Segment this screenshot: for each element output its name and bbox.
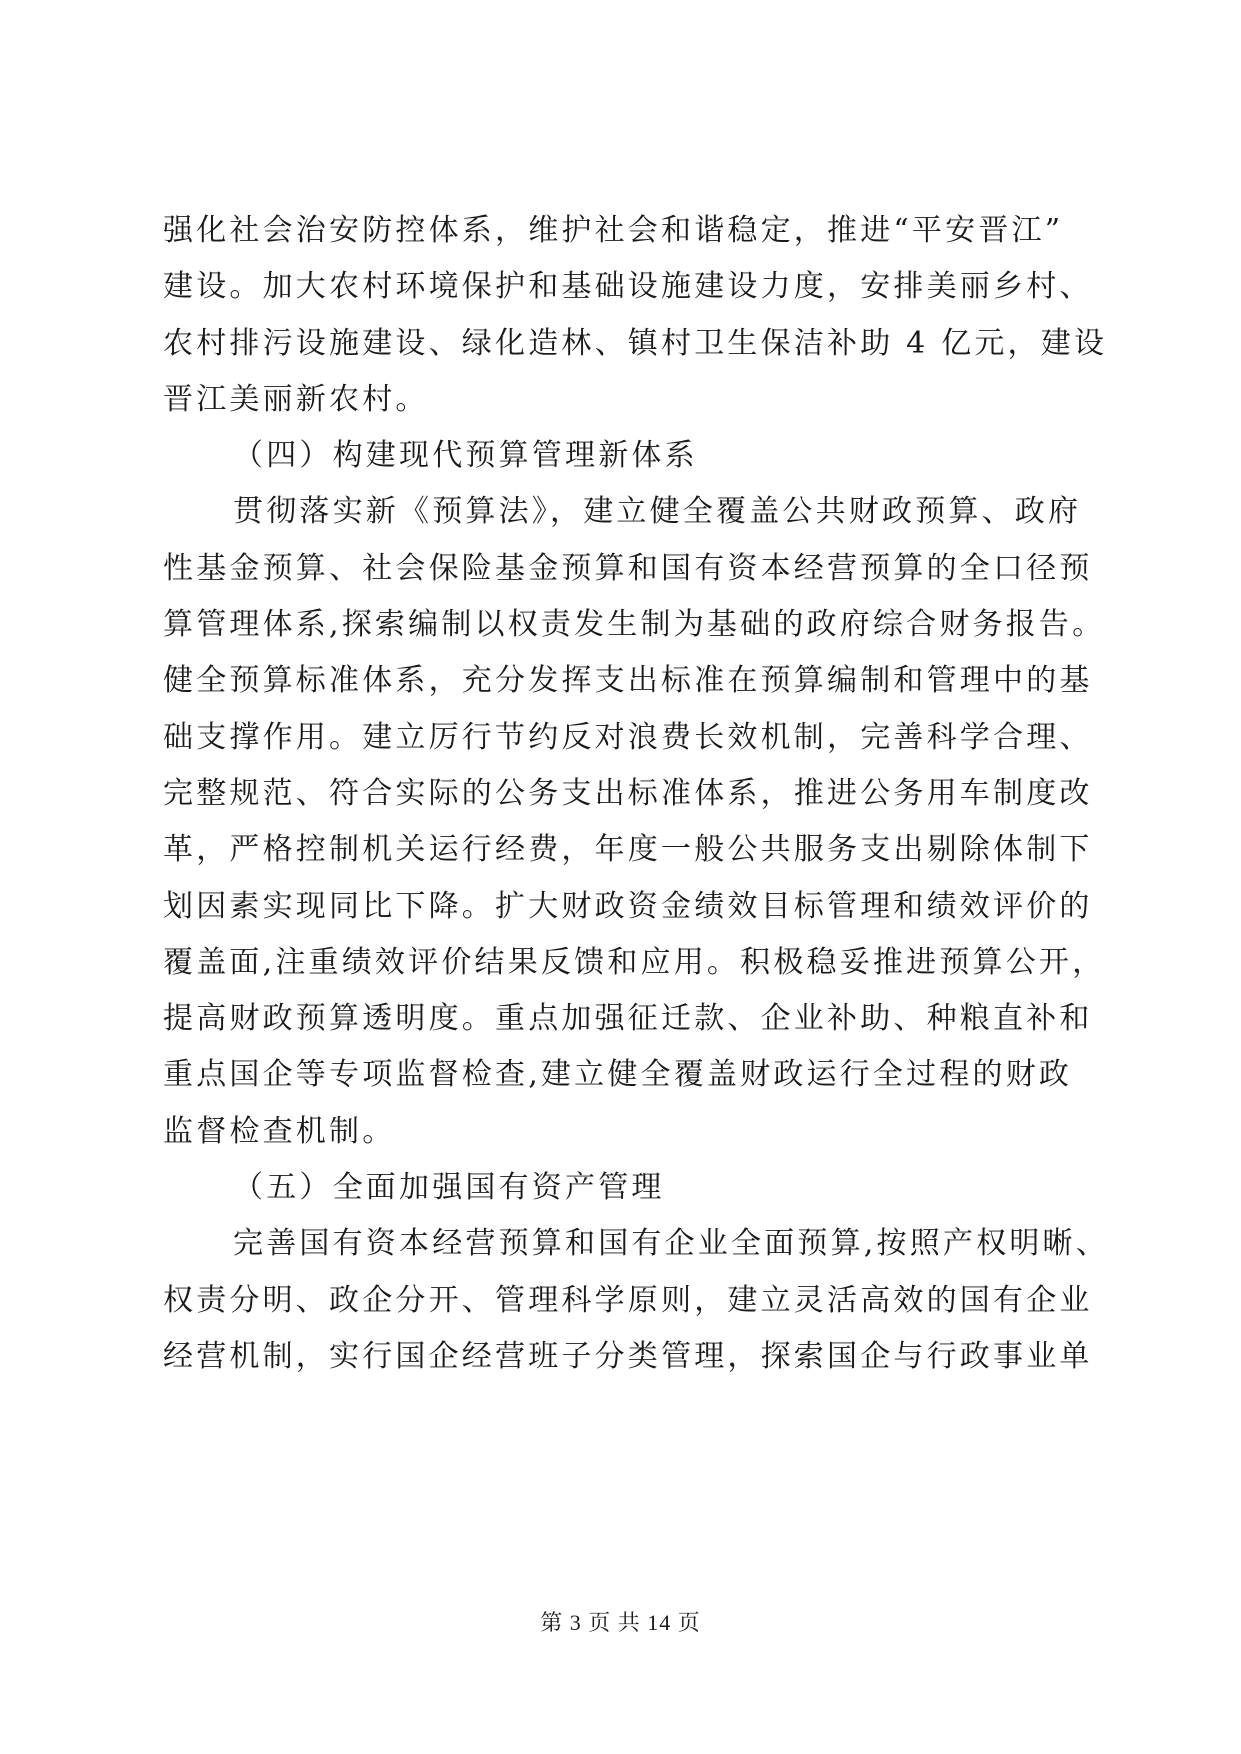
section-heading: （五）全面加强国有资产管理 (233, 1170, 665, 1206)
text-line: 建设。加大农村环境保护和基础设施建设力度，安排美丽乡村、 (163, 269, 1093, 305)
text-line: 革，严格控制机关运行经费，年度一般公共服务支出剔除体制下 (163, 832, 1093, 868)
text-line: 农村排污设施建设、绿化造林、镇村卫生保洁补助 4 亿元，建设 (163, 325, 1108, 361)
text-line: 算管理体系,探索编制以权责发生制为基础的政府综合财务报告。 (163, 607, 1106, 643)
text-line: 权责分明、政企分开、管理科学原则，建立灵活高效的国有企业 (163, 1282, 1093, 1318)
paragraph-start-line: 完善国有资本经营预算和国有企业全面预算,按照产权明晰、 (233, 1226, 1109, 1262)
text-line: 覆盖面,注重绩效评价结果反馈和应用。积极稳妥推进预算公开， (163, 944, 1106, 980)
text-line: 强化社会治安防控体系，维护社会和谐稳定，推进“平安晋江” (163, 213, 1064, 248)
text-line: 划因素实现同比下降。扩大财政资金绩效目标管理和绩效评价的 (163, 888, 1093, 924)
section-heading: （四）构建现代预算管理新体系 (233, 438, 698, 474)
text-line: 晋江美丽新农村。 (163, 381, 429, 417)
document-body (163, 203, 1109, 1385)
text-line: 监督检查机制。 (163, 1113, 396, 1149)
text-line: 提高财政预算透明度。重点加强征迁款、企业补助、种粮直补和 (163, 1001, 1093, 1037)
text-line: 健全预算标准体系，充分发挥支出标准在预算编制和管理中的基 (163, 663, 1093, 699)
text-line: 性基金预算、社会保险基金预算和国有资本经营预算的全口径预 (163, 550, 1093, 586)
paragraph-start-line: 贯彻落实新《预算法》，建立健全覆盖公共财政预算、政府 (233, 494, 1082, 530)
text-line: 础支撑作用。建立厉行节约反对浪费长效机制，完善科学合理、 (163, 719, 1093, 755)
page-footer: 第 3 页 共 14 页 (540, 1610, 701, 1635)
text-line: 经营机制，实行国企经营班子分类管理，探索国企与行政事业单 (163, 1338, 1093, 1374)
text-line: 重点国企等专项监督检查,建立健全覆盖财政运行全过程的财政 (163, 1057, 1073, 1093)
text-line: 完整规范、符合实际的公务支出标准体系，推进公务用车制度改 (163, 775, 1093, 811)
